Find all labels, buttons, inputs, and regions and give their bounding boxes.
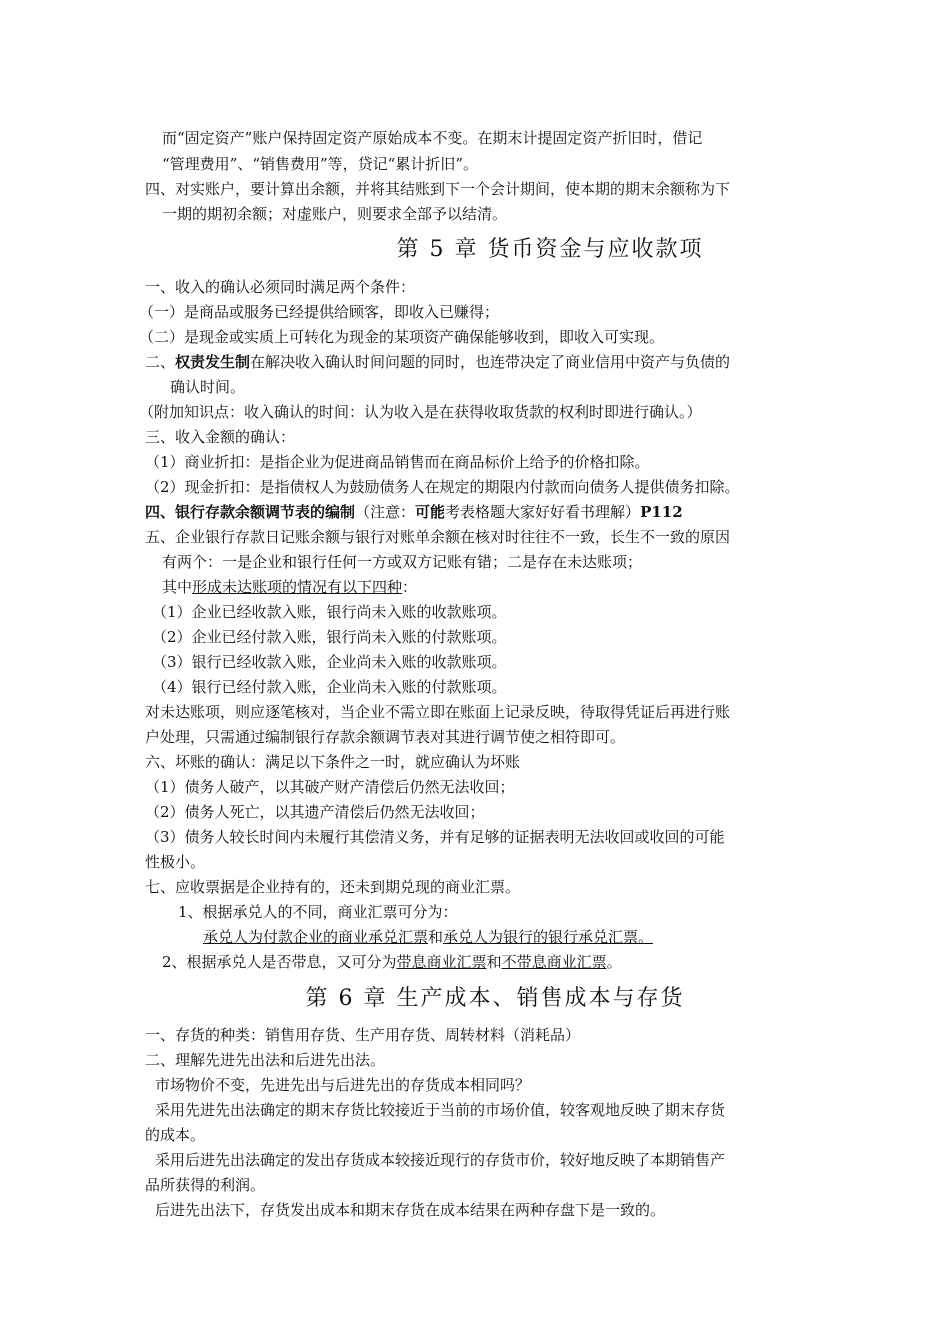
paragraph-line: 二、理解先进先出法和后进先出法。 <box>145 1051 386 1069</box>
page-reference: P112 <box>640 503 683 521</box>
paragraph-line: 品所获得的利润。 <box>145 1176 266 1194</box>
bold-term: 权责发生制 <box>175 353 251 371</box>
paragraph-line: 一期的期初余额；对虚账户，则要求全部予以结清。 <box>162 205 508 223</box>
chapter-6-heading: 第 6 章 生产成本、销售成本与存货 <box>305 986 685 1011</box>
text-run: 考表格题大家好好看书理解） <box>445 503 641 521</box>
text-run: 和 <box>428 928 444 946</box>
paragraph-line: 六、坏账的确认：满足以下条件之一时，就应确认为坏账 <box>145 753 521 771</box>
list-item: （2）企业已经付款入账，银行尚未入账的付款账项。 <box>152 628 507 646</box>
paragraph-line: 采用后进先出法确定的发出存货成本较接近现行的存货市价，较好地反映了本期销售产 <box>155 1151 726 1169</box>
paragraph-line: 一、收入的确认必须同时满足两个条件： <box>145 278 416 296</box>
paragraph-line: 的成本。 <box>145 1126 206 1144</box>
list-item: （3）债务人较长时间内未履行其偿清义务，并有足够的证据表明无法收回或收回的可能 <box>145 828 725 846</box>
list-item: （2）债务人死亡，以其遗产清偿后仍然无法收回； <box>145 803 485 821</box>
paragraph-line <box>162 577 950 597</box>
text-run: 其中 <box>162 578 193 596</box>
text-run: 和 <box>486 953 502 971</box>
text-run: 2、根据承兑人是否带息，又可分为 <box>162 953 397 971</box>
text-run: （注意： <box>355 503 416 521</box>
paragraph-line: （1）商业折扣：是指企业为促进商品销售而在商品标价上给予的价格扣除。 <box>145 453 650 471</box>
underlined-text: 形成未达账项的情况有以下四种 <box>192 578 403 596</box>
list-item: （4）银行已经付款入账，企业尚未入账的付款账项。 <box>152 678 507 696</box>
bold-heading: 四、银行存款余额调节表的编制 <box>145 503 356 521</box>
list-item: （1）企业已经收款入账，银行尚未入账的收款账项。 <box>152 603 507 621</box>
underlined-text: 不带息商业汇票 <box>501 953 607 971</box>
paragraph-line: 市场物价不变，先进先出与后进先出的存货成本相同吗？ <box>155 1076 531 1094</box>
paragraph-line: 确认时间。 <box>170 378 246 396</box>
paragraph-line: 七、应收票据是企业持有的，还未到期兑现的商业汇票。 <box>145 878 521 896</box>
paragraph-line: 三、收入金额的确认： <box>145 428 296 446</box>
list-item: （3）银行已经收款入账，企业尚未入账的收款账项。 <box>152 653 507 671</box>
paragraph-line: 1、根据承兑人的不同，商业汇票可分为： <box>178 903 458 921</box>
chapter-5-heading: 第 5 章 货币资金与应收款项 <box>396 237 704 262</box>
paragraph-line: 采用先进先出法确定的期末存货比较接近于当前的市场价值，较客观地反映了期末存货 <box>155 1101 726 1119</box>
paragraph-line: （附加知识点：收入确认的时间：认为收入是在获得收取货款的权利时即进行确认。） <box>139 403 702 421</box>
underlined-text: 带息商业汇票 <box>396 953 487 971</box>
text-run: 。 <box>606 953 622 971</box>
paragraph-line: 而“固定资产”账户保持固定资产原始成本不变。在期末计提固定资产折旧时，借记 <box>162 129 703 147</box>
paragraph-line: 户处理，只需通过编制银行存款余额调节表对其进行调节使之相符即可。 <box>145 728 626 746</box>
paragraph-line <box>162 952 950 972</box>
paragraph-line: 一、存货的种类：销售用存货、生产用存货、周转材料（消耗品） <box>145 1026 581 1044</box>
paragraph-line: 性极小。 <box>145 853 206 871</box>
paragraph-line: 对未达账项，则应逐笔核对，当企业不需立即在账面上记录反映，待取得凭证后再进行账 <box>145 703 731 721</box>
paragraph-line: （二）是现金或实质上可转化为现金的某项资产确保能够收到，即收入可实现。 <box>139 328 665 346</box>
underlined-text: 承兑人为银行的银行承兑汇票。 <box>443 928 654 946</box>
list-prefix: 二、 <box>145 353 176 371</box>
paragraph-line: 后进先出法下，存货发出成本和期末存货在成本结果在两种存盘下是一致的。 <box>155 1201 666 1219</box>
paragraph-line: 有两个：一是企业和银行任何一方或双方记账有错；二是存在未达账项； <box>162 553 643 571</box>
paragraph-line <box>145 502 950 522</box>
text-run: 在解决收入确认时间问题的同时，也连带决定了商业信用中资产与负债的 <box>250 353 731 371</box>
paragraph-line: （一）是商品或服务已经提供给顾客，即收入已赚得； <box>139 303 500 321</box>
paragraph-line <box>145 352 950 372</box>
list-item: （1）债务人破产，以其破产财产清偿后仍然无法收回； <box>145 778 515 796</box>
paragraph-line: “管理费用”、“销售费用”等，贷记“累计折旧”。 <box>162 155 479 173</box>
underlined-text: 承兑人为付款企业的商业承兑汇票 <box>203 928 429 946</box>
paragraph-line <box>203 927 950 947</box>
paragraph-line: （2）现金折扣：是指债权人为鼓励债务人在规定的期限内付款而向债务人提供债务扣除。 <box>145 478 740 496</box>
bold-term: 可能 <box>415 503 446 521</box>
paragraph-line: 五、企业银行存款日记账余额与银行对账单余额在核对时往往不一致，长生不一致的原因 <box>145 528 731 546</box>
paragraph-line: 四、对实账户，要计算出余额，并将其结账到下一个会计期间，使本期的期末余额称为下 <box>145 180 731 198</box>
text-run: ： <box>402 578 418 596</box>
